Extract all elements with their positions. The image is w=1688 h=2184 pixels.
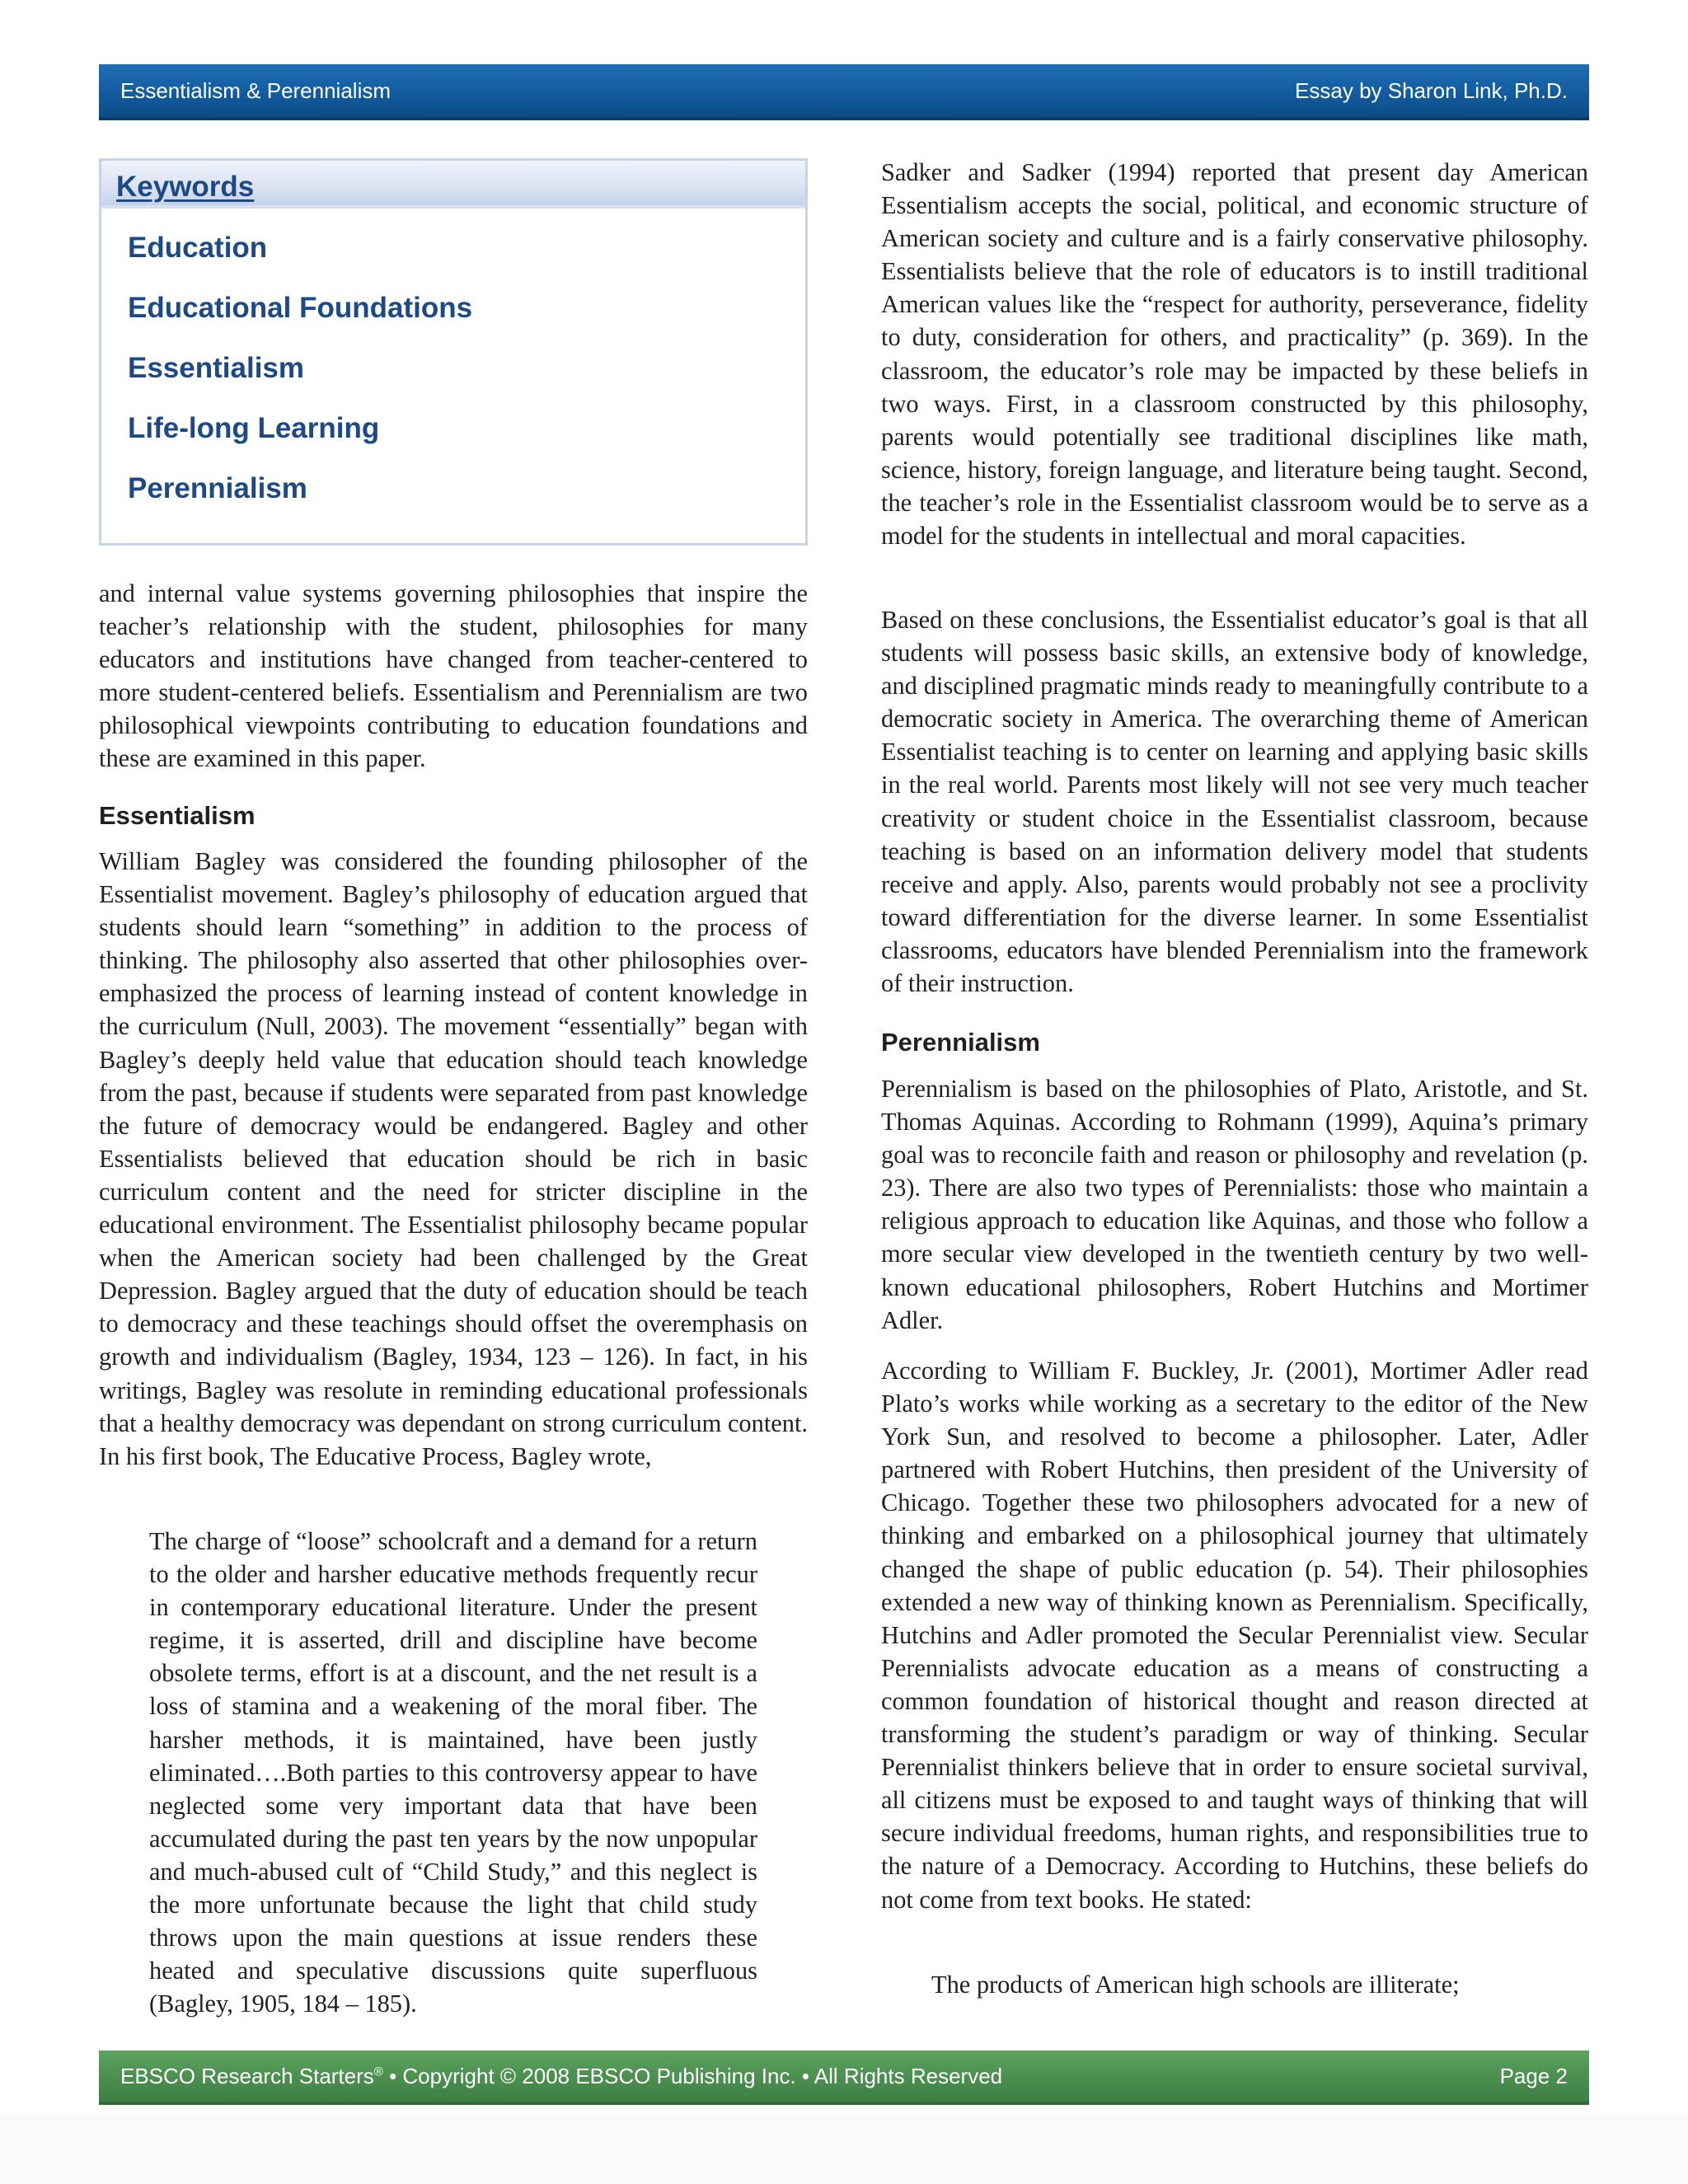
keyword-item: Life-long Learning xyxy=(128,412,380,444)
paragraph-adler-hutchins: According to William F. Buckley, Jr. (2001), Mortimer Adler read Plato’s works while working as a secretary to the editor of the New York Sun, and resolved to become a philosopher. Later, Adler partnered with Robert Hutchins, then president of the University of Chicago. Together these two philosophers advocated for a new of thinking and embarked on a philosophical journey that ultimately changed the shape of public education (p. 54). Their philosophies extended a new way of thinking known as Perennialism. Specifically, Hutchins and Adler promoted the Secular Perennialist view. Secular Perennialists advocate education as a means of constructing a common foundation of historical thought and reason directed at transforming the student’s paradigm or way of thinking. Secular Perennialist thinkers believe that in order to ensure societal survival, all citizens must be exposed to and taught ways of thinking that will secure individual freedoms, human rights, and responsibilities true to the nature of a Democracy. According to Hutchins, these beliefs do not come from text books. He stated: xyxy=(881,1357,1588,1914)
page-header xyxy=(99,64,1589,120)
page-footer xyxy=(99,2050,1589,2105)
keyword-item: Education xyxy=(128,232,268,264)
heading-perennialism: Perennialism xyxy=(881,1028,1040,1057)
bagley-quote: The charge of “loose” schoolcraft and a demand for a return to the older and harsher educative methods frequently recur in contemporary educational literature. Under the present regime, it is asserted, drill and discipline have become obsolete terms, effort is at a discount, and the net result is a loss of stamina and a weakening of the moral fiber. The harsher methods, it is maintained, have been justly eliminated….Both parties to this controversy appear to have neglected some very important data that have been accumulated during the past ten years by the now unpopular and much-abused cult of “Child Study,” and this neglect is the more unfortunate because the light that child study throws upon the main questions at issue renders these heated and speculative discussions quite superfluous (Bagley, 1905, 184 – 185). xyxy=(149,1527,757,2018)
page-bottom-margin xyxy=(0,2114,1688,2184)
keywords-title: Keywords xyxy=(116,171,255,203)
essentialism-paragraph: William Bagley was considered the founding philosopher of the Essentialist movement. Bagley’s philosophy of education argued that students should learn “something” in addition to the process of thinking. The philosophy also asserted that other philosophies over-emphasized the process of learning instead of content knowledge in the curriculum (Null, 2003). The movement “essentially” began with Bagley’s deeply held value that education should teach knowledge from the past, because if students were separated from past knowledge the future of democracy would be endangered. Bagley and other Essentialists believed that education should be rich in basic curriculum content and the need for stricter discipline in the educational environment. The Essentialist philosophy became popular when the American society had been challenged by the Great Depression. Bagley argued that the duty of education should be teach to democracy and these teachings should offset the overemphasis on growth and individualism (Bagley, 1934, 123 – 126). In fact, in his writings, Bagley was resolute in reminding educational professionals that a healthy democracy was dependant on strong curriculum content. In his first book, The Educative Process, Bagley wrote, xyxy=(99,847,808,1470)
hutchins-quote-start: The products of American high schools are illiterate; xyxy=(931,1971,1460,1999)
intro-paragraph: and internal value systems governing philosophies that inspire the teacher’s relationship with the student, philosophies for many educators and institutions have changed from teacher-centered to more student-centered beliefs. Essentialism and Perennialism are two philosophical viewpoints contributing to education foundations and these are examined in this paper. xyxy=(99,579,808,773)
keywords-heading xyxy=(101,161,805,209)
footer-brand: EBSCO Research Starters xyxy=(120,2063,374,2088)
footer-rights: • Copyright © 2008 EBSCO Publishing Inc. • All Rights Reserved xyxy=(382,2063,1003,2088)
paragraph-sadker: Sadker and Sadker (1994) reported that present day American Essentialism accepts the social, political, and economic structure of American society and culture and is a fairly conservative philosophy. Essentialists believe that the role of educators is to instill traditional American values like the “respect for authority, perseverance, fidelity to duty, consideration for others, and practicality” (p. 369). In the classroom, the educator’s role may be impacted by these beliefs in two ways. First, in a classroom constructed by this philosophy, parents would potentially see traditional disciplines like math, science, history, foreign language, and literature being taught. Second, the teacher’s role in the Essentialist classroom would be to serve as a model for the students in intellectual and moral capacities. xyxy=(881,158,1588,551)
paragraph-essentialist-goal: Based on these conclusions, the Essentialist educator’s goal is that all students will possess basic skills, an extensive body of knowledge, and disciplined pragmatic minds ready to meaningfully contribute to a democratic society in America. The overarching theme of American Essentialist teaching is to center on learning and applying basic skills in the real world. Parents most likely will not see very much teacher creativity or student choice in the Essentialist classroom, because teaching is based on an information delivery model that students receive and apply. Also, parents would probably not see a proclivity toward differentiation for the diverse learner. In some Essentialist classrooms, educators have blended Perennialism into the framework of their instruction. xyxy=(881,606,1588,998)
keywords-box xyxy=(99,158,808,546)
paragraph-perennialism-origins: Perennialism is based on the philosophies of Plato, Aristotle, and St. Thomas Aquinas. According to Rohmann (1999), Aquina’s primary goal was to reconcile faith and reason or philosophy and revelation (p. 23). There are also two types of Perennialists: those who maintain a religious approach to education like Aquinas, and those who follow a more secular view developed in the twentieth century by two well-known educational philosophers, Robert Hutchins and Mortimer Adler. xyxy=(881,1075,1588,1334)
page-number: Page 2 xyxy=(1499,2063,1568,2088)
keyword-item: Essentialism xyxy=(128,352,304,384)
header-section-title: Essentialism & Perennialism xyxy=(120,77,392,103)
keyword-item: Perennialism xyxy=(128,472,307,504)
footer-copyright xyxy=(120,2064,1002,2089)
header-author: Essay by Sharon Link, Ph.D. xyxy=(1295,77,1568,103)
heading-essentialism: Essentialism xyxy=(99,801,256,830)
registered-mark: ® xyxy=(373,2064,383,2079)
keyword-item: Educational Foundations xyxy=(128,292,473,324)
